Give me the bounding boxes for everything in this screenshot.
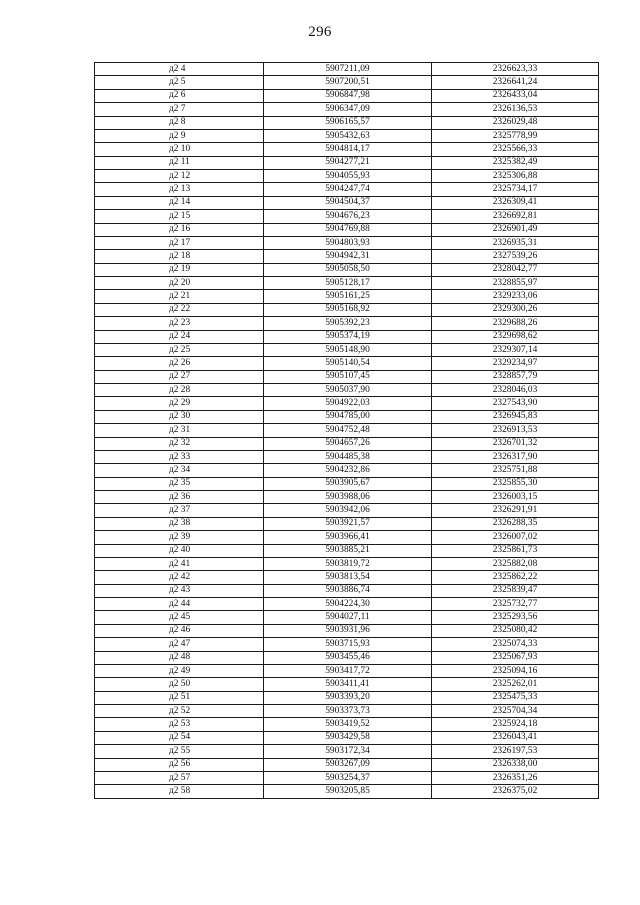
y-coordinate-cell: 2325751,88 (432, 464, 599, 477)
x-coordinate-cell: 5904277,21 (264, 156, 432, 169)
table-row (95, 450, 599, 463)
point-name-cell: д2 38 (95, 517, 264, 530)
x-coordinate-cell: 5904676,23 (264, 210, 432, 223)
table-row (95, 89, 599, 102)
point-name-cell: д2 8 (95, 116, 264, 129)
table-row (95, 531, 599, 544)
point-name-cell: д2 46 (95, 624, 264, 637)
x-coordinate-cell: 5905161,25 (264, 290, 432, 303)
point-name-cell: д2 34 (95, 464, 264, 477)
point-name-cell: д2 7 (95, 103, 264, 116)
x-coordinate-cell: 5903819,72 (264, 557, 432, 570)
x-coordinate-cell: 5904785,00 (264, 410, 432, 423)
table-row (95, 317, 599, 330)
x-coordinate-cell: 5904752,48 (264, 424, 432, 437)
table-row (95, 210, 599, 223)
y-coordinate-cell: 2325734,17 (432, 183, 599, 196)
table-row (95, 343, 599, 356)
table-row (95, 517, 599, 530)
table-row (95, 116, 599, 129)
y-coordinate-cell: 2326351,26 (432, 771, 599, 784)
y-coordinate-cell: 2325094,16 (432, 664, 599, 677)
point-name-cell: д2 10 (95, 143, 264, 156)
point-name-cell: д2 32 (95, 437, 264, 450)
x-coordinate-cell: 5903942,06 (264, 504, 432, 517)
point-name-cell: д2 11 (95, 156, 264, 169)
x-coordinate-cell: 5904055,93 (264, 170, 432, 183)
y-coordinate-cell: 2329307,14 (432, 343, 599, 356)
point-name-cell: д2 45 (95, 611, 264, 624)
point-name-cell: д2 43 (95, 584, 264, 597)
point-name-cell: д2 51 (95, 691, 264, 704)
point-name-cell: д2 28 (95, 384, 264, 397)
x-coordinate-cell: 5903429,58 (264, 731, 432, 744)
x-coordinate-cell: 5903373,73 (264, 705, 432, 718)
table-row (95, 785, 599, 798)
point-name-cell: д2 21 (95, 290, 264, 303)
point-name-cell: д2 57 (95, 771, 264, 784)
y-coordinate-cell: 2325839,47 (432, 584, 599, 597)
x-coordinate-cell: 5905037,90 (264, 384, 432, 397)
table-row (95, 571, 599, 584)
table-row (95, 464, 599, 477)
point-name-cell: д2 14 (95, 196, 264, 209)
table-row (95, 103, 599, 116)
table-row (95, 584, 599, 597)
table-row (95, 183, 599, 196)
y-coordinate-cell: 2326007,02 (432, 531, 599, 544)
x-coordinate-cell: 5903393,20 (264, 691, 432, 704)
point-name-cell: д2 6 (95, 89, 264, 102)
x-coordinate-cell: 5904922,03 (264, 397, 432, 410)
table-row (95, 678, 599, 691)
x-coordinate-cell: 5903205,85 (264, 785, 432, 798)
x-coordinate-cell: 5905140,54 (264, 357, 432, 370)
y-coordinate-cell: 2326043,41 (432, 731, 599, 744)
point-name-cell: д2 4 (95, 63, 264, 76)
y-coordinate-cell: 2329698,62 (432, 330, 599, 343)
x-coordinate-cell: 5903172,34 (264, 745, 432, 758)
point-name-cell: д2 53 (95, 718, 264, 731)
y-coordinate-cell: 2326197,53 (432, 745, 599, 758)
table-row (95, 263, 599, 276)
point-name-cell: д2 41 (95, 557, 264, 570)
x-coordinate-cell: 5905374,19 (264, 330, 432, 343)
y-coordinate-cell: 2326136,53 (432, 103, 599, 116)
y-coordinate-cell: 2325382,49 (432, 156, 599, 169)
table-row (95, 357, 599, 370)
x-coordinate-cell: 5903455,46 (264, 651, 432, 664)
x-coordinate-cell: 5905058,50 (264, 263, 432, 276)
table-row (95, 504, 599, 517)
point-name-cell: д2 48 (95, 651, 264, 664)
point-name-cell: д2 33 (95, 450, 264, 463)
x-coordinate-cell: 5905128,17 (264, 277, 432, 290)
point-name-cell: д2 36 (95, 491, 264, 504)
y-coordinate-cell: 2325475,33 (432, 691, 599, 704)
x-coordinate-cell: 5904657,26 (264, 437, 432, 450)
y-coordinate-cell: 2326945,83 (432, 410, 599, 423)
y-coordinate-cell: 2326641,24 (432, 76, 599, 89)
x-coordinate-cell: 5904224,30 (264, 598, 432, 611)
y-coordinate-cell: 2328855,97 (432, 277, 599, 290)
point-name-cell: д2 31 (95, 424, 264, 437)
x-coordinate-cell: 5907211,09 (264, 63, 432, 76)
y-coordinate-cell: 2325262,01 (432, 678, 599, 691)
table-row (95, 410, 599, 423)
coordinates-table-body (95, 63, 599, 799)
point-name-cell: д2 37 (95, 504, 264, 517)
table-row (95, 651, 599, 664)
table-row (95, 424, 599, 437)
point-name-cell: д2 17 (95, 236, 264, 249)
y-coordinate-cell: 2325778,99 (432, 129, 599, 142)
table-row (95, 758, 599, 771)
table-row (95, 705, 599, 718)
y-coordinate-cell: 2325566,33 (432, 143, 599, 156)
x-coordinate-cell: 5906847,98 (264, 89, 432, 102)
table-row (95, 303, 599, 316)
x-coordinate-cell: 5903813,54 (264, 571, 432, 584)
point-name-cell: д2 54 (95, 731, 264, 744)
table-row (95, 718, 599, 731)
table-row (95, 557, 599, 570)
point-name-cell: д2 44 (95, 598, 264, 611)
x-coordinate-cell: 5903931,96 (264, 624, 432, 637)
y-coordinate-cell: 2326375,02 (432, 785, 599, 798)
table-row (95, 731, 599, 744)
y-coordinate-cell: 2325882,08 (432, 557, 599, 570)
x-coordinate-cell: 5904769,88 (264, 223, 432, 236)
table-row (95, 196, 599, 209)
table-row (95, 384, 599, 397)
table-row (95, 370, 599, 383)
y-coordinate-cell: 2326288,35 (432, 517, 599, 530)
y-coordinate-cell: 2329234,97 (432, 357, 599, 370)
point-name-cell: д2 29 (95, 397, 264, 410)
y-coordinate-cell: 2327539,26 (432, 250, 599, 263)
y-coordinate-cell: 2325067,93 (432, 651, 599, 664)
y-coordinate-cell: 2325080,42 (432, 624, 599, 637)
point-name-cell: д2 47 (95, 638, 264, 651)
table-row (95, 170, 599, 183)
x-coordinate-cell: 5903966,41 (264, 531, 432, 544)
y-coordinate-cell: 2327543,90 (432, 397, 599, 410)
point-name-cell: д2 12 (95, 170, 264, 183)
y-coordinate-cell: 2326623,33 (432, 63, 599, 76)
x-coordinate-cell: 5903419,52 (264, 718, 432, 731)
y-coordinate-cell: 2325074,33 (432, 638, 599, 651)
y-coordinate-cell: 2329300,26 (432, 303, 599, 316)
y-coordinate-cell: 2326935,31 (432, 236, 599, 249)
table-row (95, 330, 599, 343)
point-name-cell: д2 25 (95, 343, 264, 356)
x-coordinate-cell: 5903267,09 (264, 758, 432, 771)
table-row (95, 143, 599, 156)
x-coordinate-cell: 5904814,17 (264, 143, 432, 156)
y-coordinate-cell: 2326317,90 (432, 450, 599, 463)
point-name-cell: д2 20 (95, 277, 264, 290)
point-name-cell: д2 55 (95, 745, 264, 758)
point-name-cell: д2 18 (95, 250, 264, 263)
point-name-cell: д2 26 (95, 357, 264, 370)
x-coordinate-cell: 5904942,31 (264, 250, 432, 263)
y-coordinate-cell: 2328857,79 (432, 370, 599, 383)
table-row (95, 544, 599, 557)
x-coordinate-cell: 5903715,93 (264, 638, 432, 651)
x-coordinate-cell: 5904803,93 (264, 236, 432, 249)
point-name-cell: д2 16 (95, 223, 264, 236)
point-name-cell: д2 35 (95, 477, 264, 490)
y-coordinate-cell: 2329688,26 (432, 317, 599, 330)
table-row (95, 250, 599, 263)
table-row (95, 156, 599, 169)
table-row (95, 129, 599, 142)
table-row (95, 598, 599, 611)
x-coordinate-cell: 5903886,74 (264, 584, 432, 597)
point-name-cell: д2 40 (95, 544, 264, 557)
x-coordinate-cell: 5905107,45 (264, 370, 432, 383)
y-coordinate-cell: 2326701,32 (432, 437, 599, 450)
y-coordinate-cell: 2326433,04 (432, 89, 599, 102)
point-name-cell: д2 39 (95, 531, 264, 544)
table-row (95, 437, 599, 450)
x-coordinate-cell: 5903905,67 (264, 477, 432, 490)
y-coordinate-cell: 2325861,73 (432, 544, 599, 557)
point-name-cell: д2 52 (95, 705, 264, 718)
y-coordinate-cell: 2328042,77 (432, 263, 599, 276)
y-coordinate-cell: 2326291,91 (432, 504, 599, 517)
y-coordinate-cell: 2326003,15 (432, 491, 599, 504)
x-coordinate-cell: 5903988,06 (264, 491, 432, 504)
table-row (95, 611, 599, 624)
y-coordinate-cell: 2325306,88 (432, 170, 599, 183)
y-coordinate-cell: 2325704,34 (432, 705, 599, 718)
y-coordinate-cell: 2326692,81 (432, 210, 599, 223)
point-name-cell: д2 42 (95, 571, 264, 584)
point-name-cell: д2 19 (95, 263, 264, 276)
x-coordinate-cell: 5905432,63 (264, 129, 432, 142)
table-row (95, 477, 599, 490)
coordinates-table (94, 62, 599, 799)
x-coordinate-cell: 5904027,11 (264, 611, 432, 624)
x-coordinate-cell: 5905392,23 (264, 317, 432, 330)
y-coordinate-cell: 2325855,30 (432, 477, 599, 490)
y-coordinate-cell: 2325924,18 (432, 718, 599, 731)
point-name-cell: д2 23 (95, 317, 264, 330)
x-coordinate-cell: 5903921,57 (264, 517, 432, 530)
x-coordinate-cell: 5903254,37 (264, 771, 432, 784)
y-coordinate-cell: 2326901,49 (432, 223, 599, 236)
table-row (95, 624, 599, 637)
table-row (95, 664, 599, 677)
y-coordinate-cell: 2325732,77 (432, 598, 599, 611)
x-coordinate-cell: 5905168,92 (264, 303, 432, 316)
y-coordinate-cell: 2326338,00 (432, 758, 599, 771)
x-coordinate-cell: 5907200,51 (264, 76, 432, 89)
x-coordinate-cell: 5906165,57 (264, 116, 432, 129)
point-name-cell: д2 22 (95, 303, 264, 316)
table-row (95, 397, 599, 410)
y-coordinate-cell: 2326029,48 (432, 116, 599, 129)
point-name-cell: д2 15 (95, 210, 264, 223)
table-row (95, 63, 599, 76)
x-coordinate-cell: 5905148,90 (264, 343, 432, 356)
point-name-cell: д2 9 (95, 129, 264, 142)
page-number: 296 (308, 24, 332, 40)
table-row (95, 745, 599, 758)
table-row (95, 236, 599, 249)
table-row (95, 638, 599, 651)
x-coordinate-cell: 5903411,41 (264, 678, 432, 691)
x-coordinate-cell: 5906347,09 (264, 103, 432, 116)
x-coordinate-cell: 5903885,21 (264, 544, 432, 557)
table-row (95, 223, 599, 236)
table-row (95, 290, 599, 303)
x-coordinate-cell: 5904504,37 (264, 196, 432, 209)
table-row (95, 491, 599, 504)
x-coordinate-cell: 5904247,74 (264, 183, 432, 196)
point-name-cell: д2 58 (95, 785, 264, 798)
table-row (95, 277, 599, 290)
point-name-cell: д2 27 (95, 370, 264, 383)
point-name-cell: д2 49 (95, 664, 264, 677)
table-row (95, 691, 599, 704)
y-coordinate-cell: 2326913,53 (432, 424, 599, 437)
y-coordinate-cell: 2326309,41 (432, 196, 599, 209)
x-coordinate-cell: 5903417,72 (264, 664, 432, 677)
y-coordinate-cell: 2325293,56 (432, 611, 599, 624)
point-name-cell: д2 30 (95, 410, 264, 423)
x-coordinate-cell: 5904485,38 (264, 450, 432, 463)
point-name-cell: д2 5 (95, 76, 264, 89)
table-row (95, 771, 599, 784)
y-coordinate-cell: 2325862,22 (432, 571, 599, 584)
y-coordinate-cell: 2329233,06 (432, 290, 599, 303)
y-coordinate-cell: 2328046,03 (432, 384, 599, 397)
x-coordinate-cell: 5904232,86 (264, 464, 432, 477)
point-name-cell: д2 50 (95, 678, 264, 691)
point-name-cell: д2 24 (95, 330, 264, 343)
table-row (95, 76, 599, 89)
point-name-cell: д2 13 (95, 183, 264, 196)
point-name-cell: д2 56 (95, 758, 264, 771)
